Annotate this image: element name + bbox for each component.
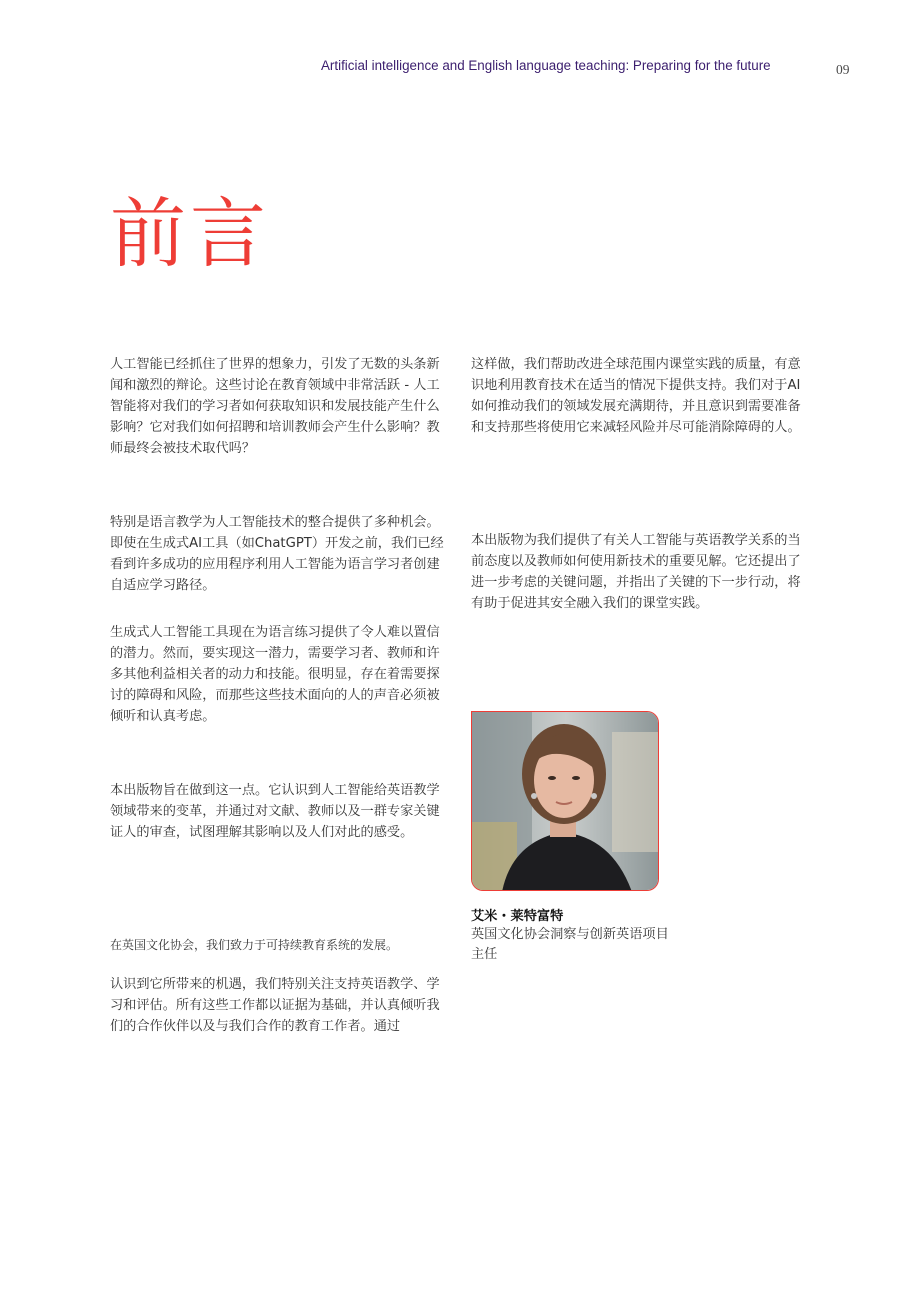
paragraph-british-council: 在英国文化协会，我们致力于可持续教育系统的发展。 <box>110 938 399 952</box>
paragraph-insights: 本出版物为我们提供了有关人工智能与英语教学关系的当前态度以及教师如何使用新技术的重要见解。它还提出了进一步考虑的关键问题，并指出了关键的下一步行动，将有助于促进其安全融入我们的课堂实践。 <box>471 533 801 611</box>
paragraph-publication-aim: 本出版物旨在做到这一点。它认识到人工智能给英语教学领域带来的变革，并通过对文献、教师以及一群专家关键证人的审查，试图理解其影响以及人们对此的感受。 <box>110 783 440 840</box>
page-number: 09 <box>836 62 850 77</box>
page-title: 前言 <box>110 189 270 278</box>
paragraph-intro: 人工智能已经抓住了世界的想象力，引发了无数的头条新闻和激烈的辩论。这些讨论在教育领域中非常活跃 - 人工智能将对我们的学习者如何获取知识和发展技能产生什么影响？它对我们如何招聘和培训教师会产生什么影响？教师最终会被技术取代吗？ <box>110 357 440 456</box>
paragraph-language-teaching: 特别是语言教学为人工智能技术的整合提供了多种机会。即使在生成式AI工具（如ChatGPT）开发之前，我们已经看到许多成功的应用程序利用人工智能为语言学习者创建自适应学习路径。 <box>110 515 444 593</box>
author-role: 英国文化协会洞察与创新英语项目主任 <box>471 927 669 962</box>
author-portrait-photo <box>471 711 659 891</box>
paragraph-continuation: 这样做，我们帮助改进全球范围内课堂实践的质量，有意识地利用教育技术在适当的情况下提供支持。我们对于AI如何推动我们的领域发展充满期待，并且意识到需要准备和支持那些将使用它来减轻风险并尽可能消除障碍的人。 <box>471 357 801 435</box>
running-header-title: Artificial intelligence and English language teaching: Preparing for the future <box>321 58 771 73</box>
paragraph-opportunities: 认识到它所带来的机遇，我们特别关注支持英语教学、学习和评估。所有这些工作都以证据为基础，并认真倾听我们的合作伙伴以及与我们合作的教育工作者。通过 <box>110 977 440 1034</box>
author-name: 艾米・莱特富特 <box>471 909 564 924</box>
paragraph-generative-ai: 生成式人工智能工具现在为语言练习提供了令人难以置信的潜力。然而，要实现这一潜力，需要学习者、教师和许多其他利益相关者的动力和技能。很明显，存在着需要探讨的障碍和风险，而那些这些技术面向的人的声音必须被倾听和认真考虑。 <box>110 625 440 724</box>
